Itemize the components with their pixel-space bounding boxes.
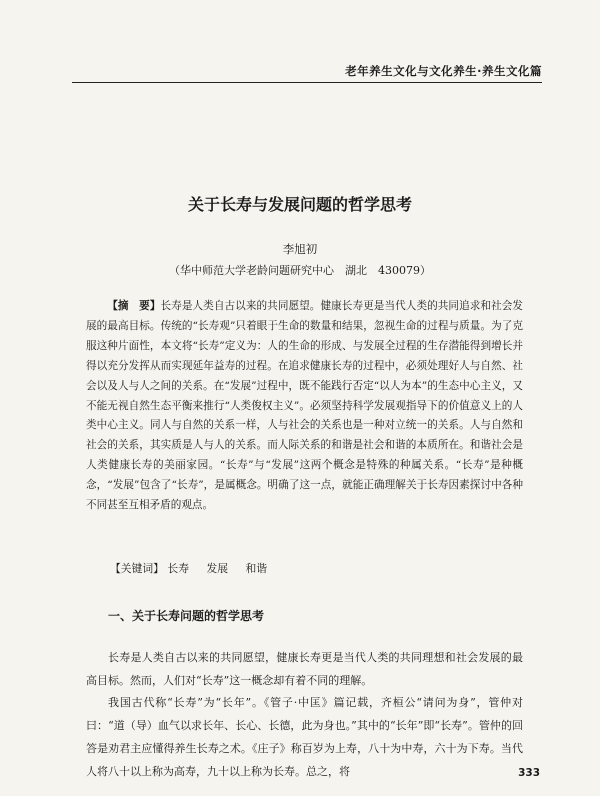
abstract-text: 长寿是人类自古以来的共同愿望。健康长寿更是当代人类的共同追求和社会发展的最高目标。传统的“长寿观”只着眼于生命的数量和结果，忽视生命的过程与质量。为了克服这种片面性，本文将“长寿”定义为：人的生命的形成、与发展全过程的生存潜能得到增长并得以充分发挥从而实现延年益寿的过程。在追求健康长寿的过程中，必须处理好人与自然、社会以及人与人之间的关系。在“发展”过程中，既不能践行否定“以人为本”的生态中心主义，又不能无视自然生态平衡来推行“人类俊权主义”。必须坚持科学发展观指导下的价值意义上的人类中心主义。同人与自然的关系一样，人与社会的关系也是一种对立统一的关系。人与自然和社会的关系，其实质是人与人的关系。而人际关系的和谐是社会和谐的本质所在。和谐社会是人类健康长寿的美丽家园。“长寿”与“发展”这两个概念是特殊的种属关系。“长寿”是种概念，“发展”包含了“长寿”，是属概念。明确了这一点，就能正确理解关于长寿因素探讨中各种不同甚至互相矛盾的观点。: [86, 300, 524, 512]
author-affiliation: （华中师范大学老龄问题研究中心 湖北 430079）: [169, 264, 431, 277]
running-head: 老年养生文化与文化养生·养生文化篇: [345, 64, 542, 78]
page-number: 333: [518, 767, 540, 779]
keyword-item: 长寿: [167, 562, 190, 575]
keyword-item: 发展: [206, 562, 229, 575]
section-heading: 一、关于长寿问题的哲学思考: [108, 609, 265, 623]
body-text: [86, 647, 523, 783]
body-paragraph: 我国古代称“长寿”为“长年”。《管子·中匡》篇记载，齐桓公“请问为身”，管仲对曰：“道（导）血气以求长年、长心、长德，此为身也。”其中的“长年”即“长寿”。管仲的回答是劝君主应懂得养生长寿之术。《庄子》称百岁为上寿，八十为中寿，六十为下寿。当代人将八十以上称为高寿，九十以上称为长寿。总之，将: [86, 696, 523, 778]
body-paragraph: 长寿是人类自古以来的共同愿望，健康长寿更是当代人类的共同理想和社会发展的最高目标。然而，人们对“长寿”这一概念却有着不同的理解。: [86, 651, 523, 687]
keyword-item: 和谐: [245, 562, 268, 575]
article-title: 关于长寿与发展问题的哲学思考: [187, 195, 412, 214]
abstract-label: 【摘 要】: [107, 300, 161, 312]
abstract: [86, 297, 523, 516]
header-rule: [72, 82, 542, 83]
keywords: [110, 561, 281, 576]
author-name: 李旭初: [282, 242, 318, 256]
keywords-label: 【关键词】: [110, 562, 164, 575]
